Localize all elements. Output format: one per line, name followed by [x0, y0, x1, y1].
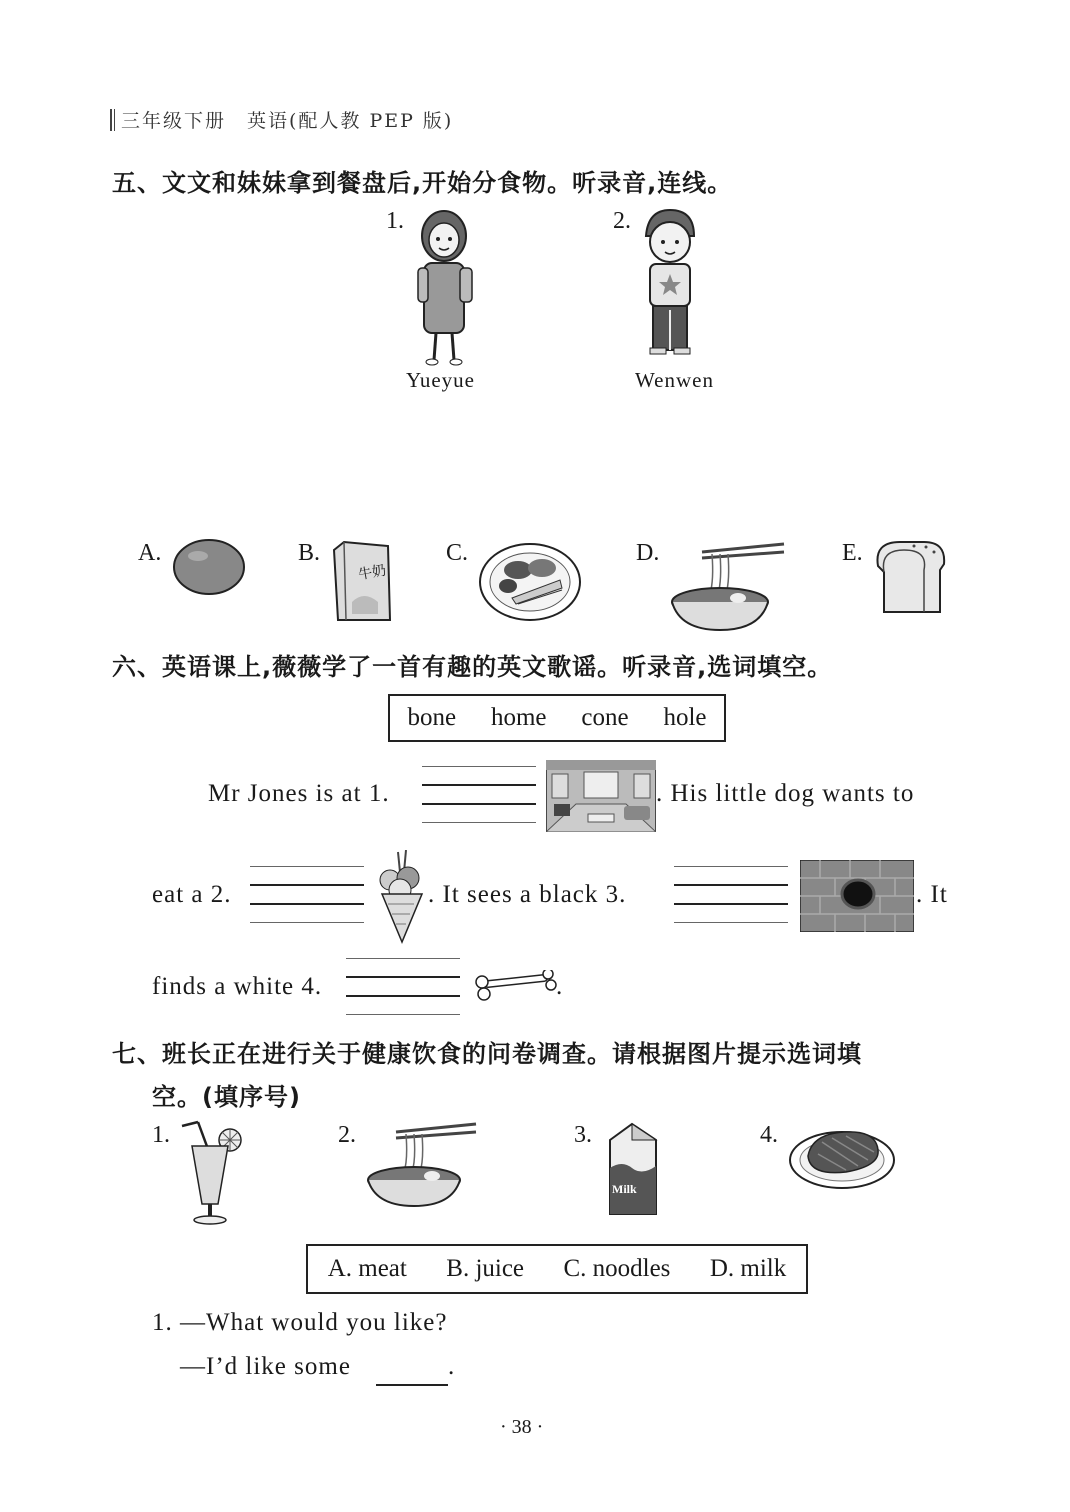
option-item: A. meat [327, 1255, 407, 1282]
girl-icon [410, 208, 478, 368]
noodles-bowl-icon [668, 540, 788, 632]
picture-4-number: 4. [760, 1122, 778, 1148]
milk-carton-text: Milk [612, 1182, 637, 1196]
hole-in-ground-icon [800, 860, 914, 932]
header-text: 三年级下册 英语(配人教 PEP 版) [121, 110, 454, 132]
living-room-icon [546, 760, 656, 832]
answer-blank-3[interactable] [674, 866, 788, 940]
person-2-number: 2. [613, 208, 631, 234]
section5-title: 五、文文和妹妹拿到餐盘后,开始分食物。听录音,连线。 [112, 169, 733, 197]
word-bank-item: hole [663, 704, 707, 731]
person-1-number: 1. [386, 208, 404, 234]
food-a-letter: A. [138, 540, 162, 566]
page-number: · 38 · [500, 1416, 544, 1438]
steak-plate-icon [788, 1120, 898, 1192]
food-d-letter: D. [636, 540, 660, 566]
ice-cream-cone-icon [376, 850, 428, 944]
question-1-line2: —I’d like some [180, 1353, 351, 1380]
picture-2-number: 2. [338, 1122, 356, 1148]
person-1-name: Yueyue [406, 368, 475, 392]
egg-icon [172, 538, 246, 596]
song-line3-end: . [556, 973, 564, 1000]
answer-blank-2[interactable] [250, 866, 364, 940]
answer-blank-1[interactable] [422, 766, 536, 840]
word-bank-box [388, 694, 726, 742]
milk-carton-icon [602, 1120, 664, 1218]
vegetables-plate-icon [478, 540, 582, 622]
options-box [306, 1244, 808, 1294]
noodles-bowl-icon [362, 1120, 478, 1208]
option-item: C. noodles [563, 1255, 671, 1282]
question-1-blank[interactable] [376, 1384, 448, 1386]
word-bank-item: home [490, 704, 547, 731]
word-bank-item: cone [581, 704, 629, 731]
song-line2-end: . It [916, 881, 948, 908]
bone-icon [474, 970, 558, 1006]
section7-title-line1: 七、班长正在进行关于健康饮食的问卷调查。请根据图片提示选词填 [112, 1040, 862, 1068]
food-c-letter: C. [446, 540, 469, 566]
song-line1-start: Mr Jones is at 1. [208, 780, 390, 807]
question-1-end: . [448, 1353, 456, 1380]
answer-blank-4[interactable] [346, 958, 460, 1032]
milk-bag-text: 牛奶 [356, 562, 388, 584]
page-header [110, 106, 453, 133]
song-line1-end: . His little dog wants to [656, 780, 915, 807]
option-item: D. milk [709, 1255, 787, 1282]
option-item: B. juice [446, 1255, 525, 1282]
song-line2-middle: . It sees a black 3. [428, 881, 627, 908]
section6-title: 六、英语课上,薇薇学了一首有趣的英文歌谣。听录音,选词填空。 [112, 653, 833, 681]
picture-3-number: 3. [574, 1122, 592, 1148]
picture-1-number: 1. [152, 1122, 170, 1148]
milk-bag-icon [330, 540, 394, 624]
juice-glass-icon [178, 1120, 246, 1228]
person-2-name: Wenwen [635, 368, 714, 392]
food-b-letter: B. [298, 540, 321, 566]
song-line3-start: finds a white 4. [152, 973, 323, 1000]
bread-icon [874, 538, 948, 616]
header-divider [110, 109, 115, 131]
food-e-letter: E. [842, 540, 863, 566]
song-line2-start: eat a 2. [152, 881, 232, 908]
question-1-line1: 1. —What would you like? [152, 1309, 448, 1336]
boy-icon [638, 208, 702, 358]
section7-title-line2: 空。(填序号) [152, 1083, 301, 1111]
word-bank-item: bone [407, 704, 457, 731]
